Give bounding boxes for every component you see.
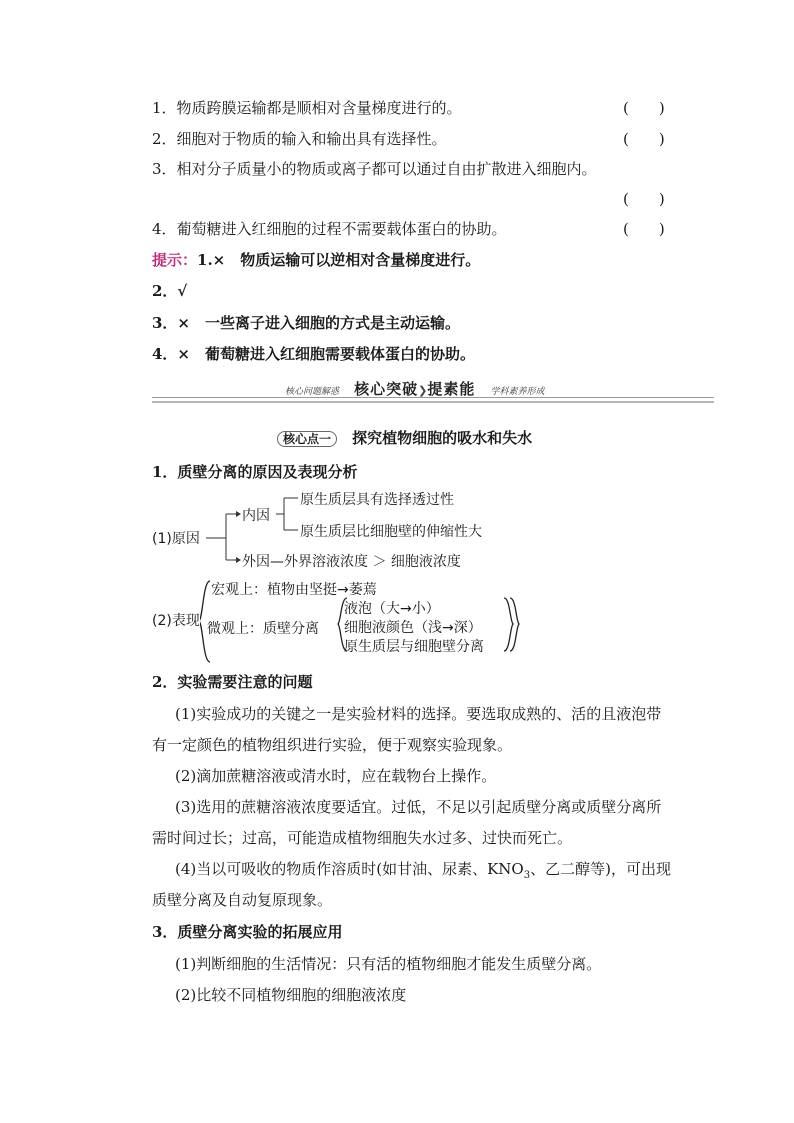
- question-text: 葡萄糖进入红细胞的过程不需要载体蛋白的协助。: [176, 220, 507, 238]
- banner-divider-thick: [152, 401, 714, 403]
- question-number: 2．: [152, 130, 177, 148]
- section3-heading: 3．质壁分离实验的拓展应用: [152, 923, 343, 941]
- section3-p2: (2)比较不同植物细胞的细胞液浓度: [175, 986, 407, 1004]
- inner-cause-label: 内因: [242, 508, 270, 524]
- show-macro: 宏观上：植物由坚挺→萎蔫: [211, 582, 377, 598]
- core-title: 探究植物细胞的吸水和失水: [352, 429, 533, 447]
- hint-line-4: 4．× 葡萄糖进入红细胞需要载体蛋白的协助。: [152, 345, 476, 363]
- banner-right-caption: 学科素养形成: [490, 387, 545, 397]
- cause-label: (1)原因: [152, 531, 200, 547]
- outer-cause: [242, 551, 461, 571]
- hint-line-2: 2．√: [152, 282, 188, 300]
- section-banner: [285, 378, 544, 399]
- section2-p2: (2)滴加蔗糖溶液或清水时，应在载物台上操作。: [175, 767, 497, 785]
- outer-cause-text: 外界溶液浓度 ＞ 细胞液浓度: [284, 554, 461, 570]
- answer-paren: ( ): [623, 220, 665, 238]
- section1-heading: 1．质壁分离的原因及表现分析: [152, 463, 358, 481]
- question-number: 1．: [152, 99, 177, 117]
- section2-p3-line2: 需时间过长；过高，可能造成植物细胞失水过多、过快而死亡。: [152, 829, 573, 847]
- section2-p1-line2: 有一定颜色的植物组织进行实验，便于观察实验现象。: [152, 736, 513, 754]
- section2-p4-post: 、乙二醇等)，可出现: [530, 860, 671, 878]
- answer-paren: ( ): [623, 130, 665, 148]
- question-number: 4．: [152, 220, 177, 238]
- answer-paren: ( ): [623, 99, 665, 117]
- section2-p4-line2: 质壁分离及自动复原现象。: [152, 891, 333, 909]
- answer-paren: ( ): [623, 190, 665, 208]
- banner-left-caption: 核心问题解惑: [285, 387, 340, 397]
- inner-cause-a: 原生质层具有选择透过性: [300, 492, 454, 508]
- question-2: [152, 128, 447, 149]
- show-micro-1: 液泡（大→小）: [344, 601, 440, 617]
- hint-text: 1.× 物质运输可以逆相对含量梯度进行。: [197, 251, 481, 269]
- section2-heading: 2．实验需要注意的问题: [152, 673, 313, 691]
- banner-title-b: 提素能: [427, 380, 476, 398]
- banner-arrow-icon: ❯: [418, 384, 428, 397]
- section2-p1-line1: (1)实验成功的关键之一是实验材料的选择。要选取成熟的、活的且液泡带: [175, 705, 662, 723]
- outer-cause-dash: —: [270, 554, 284, 570]
- core-heading: [277, 427, 532, 448]
- show-label: (2)表现: [152, 613, 200, 629]
- show-micro-3: 原生质层与细胞壁分离: [344, 639, 484, 655]
- outer-cause-label: 外因: [242, 554, 270, 570]
- banner-title-a: 核心突破: [354, 380, 419, 398]
- hint-line-3: 3．× 一些离子进入细胞的方式是主动运输。: [152, 314, 461, 332]
- question-text: 细胞对于物质的输入和输出具有选择性。: [176, 130, 447, 148]
- hint-line-1: [152, 249, 480, 270]
- section3-p1: (1)判断细胞的生活情况：只有活的植物细胞才能发生质壁分离。: [175, 955, 602, 973]
- question-text: 物质跨膜运输都是顺相对含量梯度进行的。: [176, 99, 462, 117]
- question-text: 相对分子质量小的物质或离子都可以通过自由扩散进入细胞内。: [176, 160, 597, 178]
- question-3: [152, 158, 597, 179]
- show-micro-2: 细胞液颜色（浅→深）: [344, 620, 482, 636]
- section2-p3-line1: (3)选用的蔗糖溶液浓度要适宜。过低，不足以引起质壁分离或质壁分离所: [175, 798, 662, 816]
- question-1: [152, 97, 462, 118]
- kno3-subscript: 3: [523, 870, 531, 881]
- question-number: 3．: [152, 160, 177, 178]
- show-micro: 微观上：质壁分离: [207, 621, 319, 637]
- section2-p4-pre: (4)当以可吸收的物质作溶质时(如甘油、尿素、KNO: [175, 860, 524, 878]
- core-badge: 核心点一: [277, 431, 337, 447]
- section2-p4-line1: [175, 858, 671, 881]
- hint-label: 提示：: [152, 251, 198, 269]
- question-4: [152, 218, 507, 239]
- inner-cause-b: 原生质层比细胞壁的伸缩性大: [300, 524, 482, 540]
